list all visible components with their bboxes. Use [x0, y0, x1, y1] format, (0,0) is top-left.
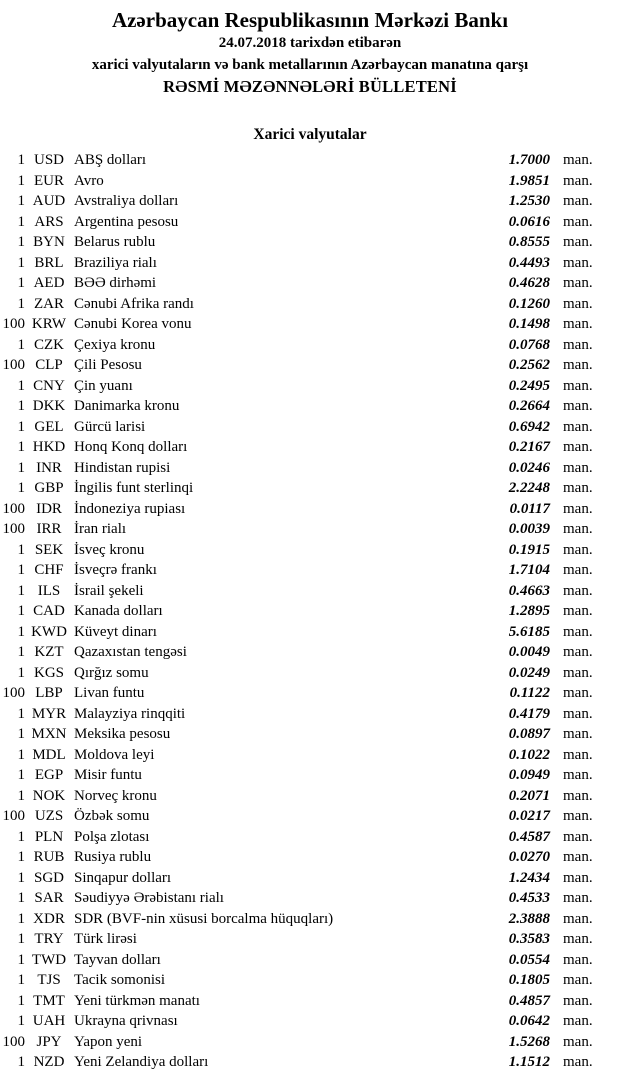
currency-code: ARS	[34, 213, 64, 230]
rate-value: 0.2167	[508, 439, 550, 455]
quantity: 100	[2, 1033, 25, 1050]
currency-name: Çin yuanı	[74, 377, 133, 394]
quantity: 1	[17, 213, 25, 230]
bulletin-title: RƏSMİ MƏZƏNNƏLƏRİ BÜLLETENİ	[163, 77, 457, 96]
quantity: 1	[17, 644, 25, 660]
rate-value: 0.4857	[508, 992, 550, 1009]
currency-name: Norveç kronu	[74, 787, 157, 804]
rate-row	[0, 437, 620, 458]
quantity: 1	[17, 828, 25, 845]
unit-label: man.	[563, 541, 593, 558]
quantity: 1	[17, 787, 25, 804]
quantity: 1	[17, 398, 25, 414]
currency-name: Malayziya rinqqiti	[74, 705, 186, 722]
rate-value: 0.0249	[508, 664, 550, 681]
unit-label: man.	[563, 336, 593, 353]
rate-value: 1.2530	[508, 193, 550, 209]
rate-value: 0.0554	[508, 951, 550, 968]
currency-name: Hindistan rupisi	[74, 459, 171, 476]
quantity: 1	[17, 890, 25, 906]
rate-value: 0.2562	[508, 357, 550, 373]
currency-code: NZD	[33, 1054, 65, 1070]
currency-name: Misir funtu	[74, 767, 142, 783]
unit-label: man.	[563, 234, 593, 250]
rate-row	[0, 232, 620, 253]
currency-code: SEK	[34, 541, 64, 558]
currency-code: UAH	[32, 1013, 66, 1029]
rate-row	[0, 724, 620, 745]
quantity: 100	[2, 500, 25, 517]
currency-name: Avstraliya dolları	[74, 193, 179, 209]
rate-row	[0, 458, 620, 479]
unit-label: man.	[563, 357, 593, 373]
section-title-foreign-currencies: Xarici valyutalar	[253, 126, 367, 143]
unit-label: man.	[563, 664, 593, 681]
currency-name: Türk lirəsi	[74, 931, 137, 947]
rate-row	[0, 150, 620, 171]
currency-name: Braziliya rialı	[74, 254, 157, 271]
quantity: 1	[17, 910, 25, 927]
currency-name: Honq Konq dolları	[74, 439, 188, 455]
currency-name: Səudiyyə Ərəbistanı rialı	[74, 890, 224, 906]
rate-value: 0.1498	[508, 316, 550, 332]
currency-name: Yeni türkmən manatı	[74, 992, 200, 1009]
unit-label: man.	[563, 500, 593, 517]
quantity: 1	[17, 193, 25, 209]
currency-name: Yeni Zelandiya dolları	[74, 1054, 209, 1070]
currency-code: EUR	[34, 172, 64, 189]
quantity: 1	[17, 603, 25, 619]
quantity: 100	[2, 808, 25, 824]
unit-label: man.	[563, 316, 593, 332]
currency-code: CNY	[33, 377, 65, 394]
rate-row	[0, 868, 620, 889]
rate-value: 0.0049	[508, 644, 550, 660]
currency-code: ZAR	[34, 295, 64, 312]
unit-label: man.	[563, 992, 593, 1009]
unit-label: man.	[563, 398, 593, 414]
unit-label: man.	[563, 705, 593, 722]
currency-code: MYR	[31, 705, 67, 722]
rate-value: 0.1022	[508, 746, 550, 763]
rate-value: 0.0039	[508, 521, 550, 537]
rate-row	[0, 950, 620, 971]
quantity: 1	[17, 541, 25, 558]
currency-name: Tacik somonisi	[74, 972, 166, 988]
currency-name: ABŞ dolları	[74, 152, 147, 168]
rate-value: 0.2495	[508, 377, 550, 394]
rate-value: 0.0642	[508, 1013, 550, 1029]
unit-label: man.	[563, 254, 593, 271]
unit-label: man.	[563, 1033, 593, 1050]
rate-value: 0.4663	[508, 582, 550, 599]
unit-label: man.	[563, 459, 593, 476]
rate-value: 0.2071	[508, 787, 550, 804]
currency-name: Moldova leyi	[74, 746, 155, 763]
unit-label: man.	[563, 746, 593, 763]
currency-name: Belarus rublu	[74, 234, 156, 250]
bank-title: Azərbaycan Respublikasının Mərkəzi Bankı	[111, 8, 509, 32]
quantity: 1	[17, 705, 25, 722]
quantity: 1	[17, 931, 25, 947]
currency-code: ILS	[37, 582, 61, 599]
currency-code: KRW	[31, 316, 67, 332]
quantity: 1	[17, 972, 25, 988]
currency-name: Tayvan dolları	[74, 951, 161, 968]
rate-row	[0, 704, 620, 725]
rate-row	[0, 1052, 620, 1073]
unit-label: man.	[563, 480, 593, 496]
rate-value: 0.0117	[509, 500, 550, 517]
rate-row	[0, 847, 620, 868]
rate-value: 0.0768	[508, 336, 550, 353]
currency-code: CLP	[35, 357, 63, 373]
currency-code: MXN	[31, 726, 67, 742]
currency-code: TMT	[33, 992, 65, 1009]
quantity: 1	[17, 664, 25, 681]
rate-value: 0.4533	[508, 890, 550, 906]
currency-name: Argentina pesosu	[74, 213, 179, 230]
unit-label: man.	[563, 172, 593, 189]
unit-label: man.	[563, 623, 593, 640]
rate-row	[0, 171, 620, 192]
currency-name: Küveyt dinarı	[74, 623, 157, 640]
currency-name: İngilis funt sterlinqi	[74, 480, 194, 496]
unit-label: man.	[563, 890, 593, 906]
currency-code: PLN	[34, 828, 64, 845]
rate-row	[0, 1032, 620, 1053]
quantity: 1	[17, 623, 25, 640]
unit-label: man.	[563, 377, 593, 394]
currency-code: SGD	[33, 869, 64, 886]
quantity: 1	[17, 582, 25, 599]
currency-code: KGS	[33, 664, 64, 681]
rate-row	[0, 376, 620, 397]
rate-value: 1.7000	[508, 152, 550, 168]
currency-code: JPY	[36, 1033, 62, 1050]
quantity: 1	[17, 254, 25, 271]
currency-code: NOK	[32, 787, 66, 804]
currency-name: İsveç kronu	[74, 541, 145, 558]
rate-row	[0, 663, 620, 684]
rate-value: 0.0246	[508, 459, 550, 476]
quantity: 1	[17, 767, 25, 783]
rate-row	[0, 929, 620, 950]
rate-value: 0.2664	[508, 398, 550, 414]
rate-value: 2.3888	[508, 910, 550, 927]
unit-label: man.	[563, 521, 593, 537]
currency-name: BƏƏ dirhəmi	[74, 275, 157, 291]
quantity: 1	[17, 726, 25, 742]
rate-row	[0, 540, 620, 561]
unit-label: man.	[563, 213, 593, 230]
unit-label: man.	[563, 808, 593, 824]
unit-label: man.	[563, 767, 593, 783]
unit-label: man.	[563, 828, 593, 845]
currency-name: Çili Pesosu	[74, 357, 142, 373]
rate-row	[0, 273, 620, 294]
quantity: 1	[17, 418, 25, 435]
unit-label: man.	[563, 849, 593, 865]
currency-code: TRY	[34, 931, 64, 947]
rate-row	[0, 581, 620, 602]
rate-row	[0, 499, 620, 520]
currency-code: INR	[36, 459, 62, 476]
currency-code: CAD	[33, 603, 65, 619]
currency-code: GEL	[34, 418, 64, 435]
currency-name: Ukrayna qrivnası	[74, 1013, 178, 1029]
rate-row	[0, 417, 620, 438]
rate-row	[0, 786, 620, 807]
quantity: 1	[17, 295, 25, 312]
rate-row	[0, 191, 620, 212]
currency-name: İran rialı	[74, 521, 127, 537]
rate-value: 0.4179	[508, 705, 550, 722]
currency-code: EGP	[34, 767, 64, 783]
quantity: 100	[2, 521, 25, 537]
currency-code: KZT	[34, 644, 64, 660]
unit-label: man.	[563, 295, 593, 312]
currency-name: Gürcü larisi	[74, 418, 146, 435]
unit-label: man.	[563, 439, 593, 455]
unit-label: man.	[563, 972, 593, 988]
unit-label: man.	[563, 931, 593, 947]
rate-row	[0, 991, 620, 1012]
quantity: 100	[2, 357, 25, 373]
quantity: 1	[17, 1054, 25, 1070]
rate-value: 2.2248	[508, 480, 550, 496]
rate-value: 0.0897	[508, 726, 550, 742]
rate-value: 0.1260	[508, 295, 550, 312]
currency-name: Qırğız somu	[74, 664, 149, 681]
currency-code: BRL	[34, 254, 64, 271]
rate-value: 0.1915	[508, 541, 550, 558]
rate-row	[0, 909, 620, 930]
currency-name: Özbək somu	[74, 808, 150, 824]
unit-label: man.	[563, 152, 593, 168]
currency-code: TWD	[31, 951, 67, 968]
quantity: 1	[17, 275, 25, 291]
subtitle: xarici valyutaların və bank metallarının Azərbaycan manatına qarşı	[91, 57, 529, 73]
quantity: 1	[17, 336, 25, 353]
rate-value: 0.8555	[508, 234, 550, 250]
currency-code: AUD	[32, 193, 66, 209]
quantity: 1	[17, 377, 25, 394]
currency-code: GBP	[34, 480, 64, 496]
rate-row	[0, 1011, 620, 1032]
currency-name: Yapon yeni	[74, 1033, 143, 1050]
currency-name: Cənubi Afrika randı	[74, 295, 194, 312]
currency-code: UZS	[34, 808, 64, 824]
rate-value: 0.4628	[508, 275, 550, 291]
quantity: 1	[17, 1013, 25, 1029]
currency-name: İndoneziya rupiası	[74, 500, 186, 517]
currency-name: İsveçrə frankı	[74, 562, 157, 578]
quantity: 1	[17, 480, 25, 496]
unit-label: man.	[563, 193, 593, 209]
unit-label: man.	[563, 869, 593, 886]
currency-code: AED	[33, 275, 65, 291]
rate-value: 1.9851	[508, 172, 550, 189]
rate-row	[0, 478, 620, 499]
rate-value: 1.5268	[508, 1033, 550, 1050]
rate-row	[0, 212, 620, 233]
effective-date: 24.07.2018 tarixdən etibarən	[218, 35, 402, 51]
quantity: 1	[17, 459, 25, 476]
rate-value: 0.1805	[508, 972, 550, 988]
currency-name: Çexiya kronu	[74, 336, 156, 353]
rate-value: 0.4493	[508, 254, 550, 271]
rate-row	[0, 314, 620, 335]
rate-value: 5.6185	[508, 623, 550, 640]
currency-name: İsrail şekeli	[74, 582, 144, 599]
rate-row	[0, 396, 620, 417]
unit-label: man.	[563, 275, 593, 291]
quantity: 1	[17, 992, 25, 1009]
unit-label: man.	[563, 910, 593, 927]
unit-label: man.	[563, 1013, 593, 1029]
currency-code: USD	[33, 152, 64, 168]
rate-value: 1.2895	[508, 603, 550, 619]
currency-name: Cənubi Korea vonu	[74, 316, 192, 332]
rate-value: 0.1122	[509, 685, 550, 701]
currency-code: BYN	[33, 234, 65, 250]
rate-row	[0, 335, 620, 356]
rate-value: 0.3583	[508, 931, 550, 947]
quantity: 1	[17, 849, 25, 865]
quantity: 1	[17, 951, 25, 968]
rate-value: 1.1512	[508, 1054, 550, 1070]
currency-name: Meksika pesosu	[74, 726, 171, 742]
rate-value: 1.2434	[508, 869, 550, 886]
currency-name: Qazaxıstan tengəsi	[74, 644, 187, 660]
currency-name: Polşa zlotası	[74, 828, 150, 845]
currency-name: Sinqapur dolları	[74, 869, 172, 886]
rate-row	[0, 683, 620, 704]
currency-code: DKK	[32, 398, 66, 414]
currency-code: TJS	[37, 972, 61, 988]
quantity: 1	[17, 172, 25, 189]
quantity: 1	[17, 439, 25, 455]
rate-value: 1.7104	[508, 562, 550, 578]
unit-label: man.	[563, 726, 593, 742]
unit-label: man.	[563, 787, 593, 804]
rate-value: 0.0616	[508, 213, 550, 230]
rate-row	[0, 970, 620, 991]
rate-row	[0, 888, 620, 909]
rate-row	[0, 253, 620, 274]
rate-row	[0, 745, 620, 766]
quantity: 1	[17, 152, 25, 168]
currency-name: Avro	[74, 172, 104, 189]
unit-label: man.	[563, 418, 593, 435]
currency-code: RUB	[33, 849, 65, 865]
quantity: 100	[2, 316, 25, 332]
currency-code: XDR	[33, 910, 65, 927]
unit-label: man.	[563, 562, 593, 578]
rate-row	[0, 519, 620, 540]
currency-code: KWD	[31, 623, 67, 640]
unit-label: man.	[563, 582, 593, 599]
currency-name: Livan funtu	[74, 685, 145, 701]
quantity: 1	[17, 746, 25, 763]
currency-name: Kanada dolları	[74, 603, 163, 619]
rate-row	[0, 294, 620, 315]
rate-row	[0, 622, 620, 643]
quantity: 1	[17, 234, 25, 250]
rate-row	[0, 560, 620, 581]
currency-code: MDL	[32, 746, 66, 763]
currency-code: HKD	[32, 439, 66, 455]
rate-value: 0.0270	[508, 849, 550, 865]
rate-value: 0.4587	[508, 828, 550, 845]
currency-code: LBP	[35, 685, 63, 701]
currency-name: Rusiya rublu	[74, 849, 152, 865]
rate-row	[0, 765, 620, 786]
currency-code: CZK	[34, 336, 64, 353]
currency-code: SAR	[34, 890, 64, 906]
quantity: 1	[17, 869, 25, 886]
currency-code: IDR	[36, 500, 62, 517]
currency-code: CHF	[34, 562, 64, 578]
rate-row	[0, 806, 620, 827]
rate-value: 0.6942	[508, 418, 550, 435]
rate-row	[0, 827, 620, 848]
unit-label: man.	[563, 1054, 593, 1070]
currency-name: SDR (BVF-nin xüsusi borcalma hüquqları)	[74, 910, 334, 927]
currency-name: Danimarka kronu	[74, 398, 180, 414]
rate-row	[0, 642, 620, 663]
rate-value: 0.0949	[508, 767, 550, 783]
rate-row	[0, 601, 620, 622]
rate-row	[0, 355, 620, 376]
quantity: 100	[2, 685, 25, 701]
unit-label: man.	[563, 603, 593, 619]
rates-table	[0, 150, 620, 1073]
currency-code: IRR	[36, 521, 62, 537]
unit-label: man.	[563, 951, 593, 968]
unit-label: man.	[563, 685, 593, 701]
unit-label: man.	[563, 644, 593, 660]
quantity: 1	[17, 562, 25, 578]
rate-value: 0.0217	[508, 808, 550, 824]
